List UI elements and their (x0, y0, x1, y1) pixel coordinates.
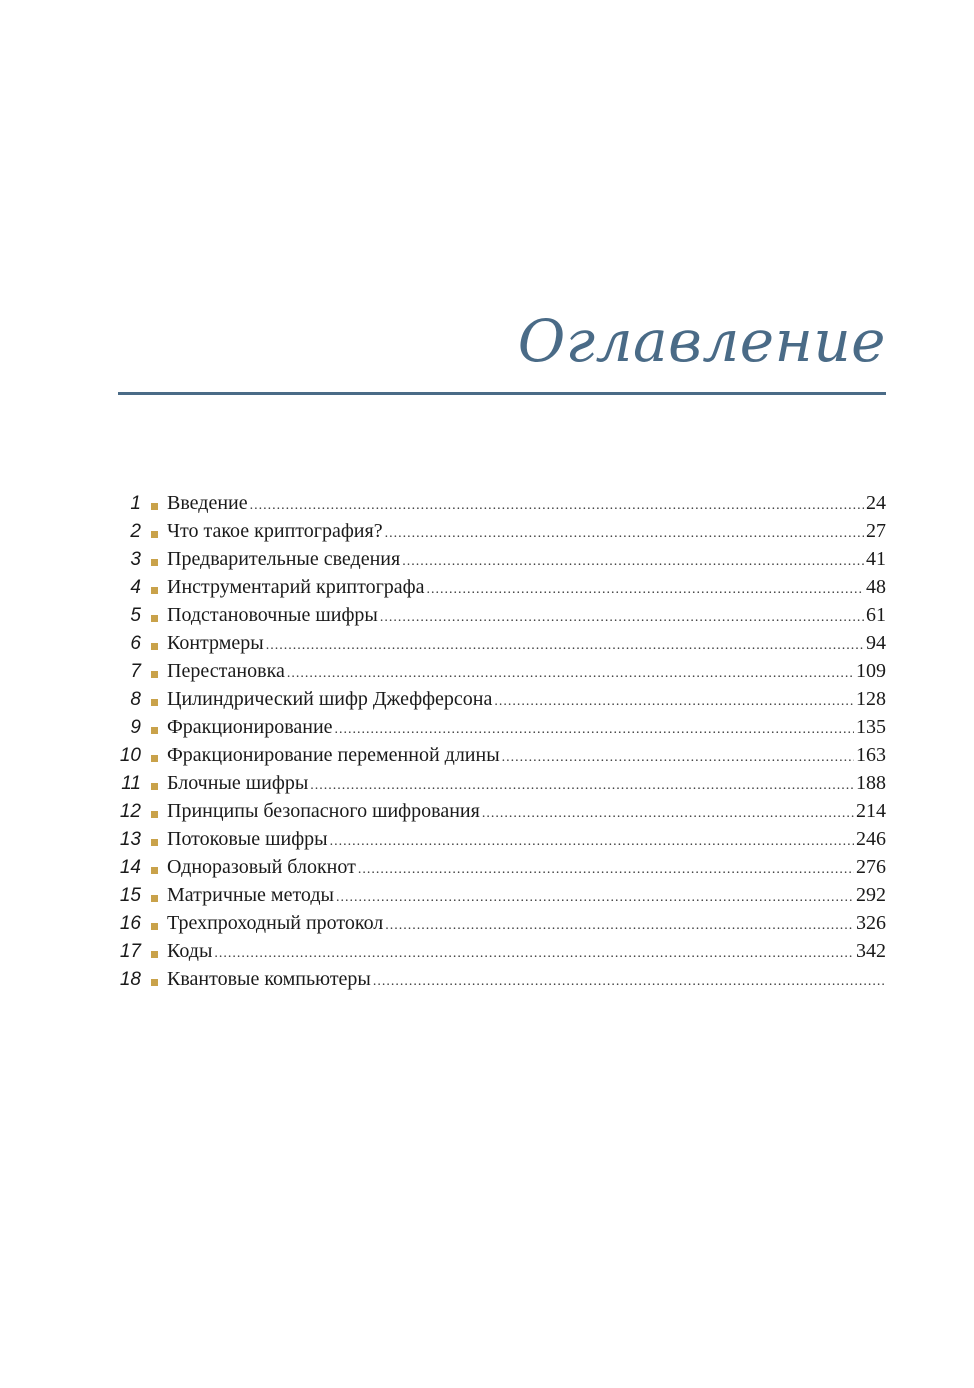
toc-entry[interactable] (112, 744, 886, 772)
chapter-number: 1 (130, 493, 141, 514)
dot-leader (335, 722, 854, 738)
chapter-number: 2 (130, 521, 141, 542)
bullet-icon (141, 531, 167, 538)
dot-leader (385, 526, 864, 542)
page-number: 109 (856, 660, 886, 682)
toc-entry[interactable] (112, 716, 886, 744)
page-number: 188 (856, 772, 886, 794)
chapter-number: 11 (121, 773, 141, 794)
bullet-icon (141, 615, 167, 622)
dot-leader (250, 498, 864, 514)
page-number: 27 (866, 520, 886, 542)
dot-leader (310, 778, 854, 794)
dot-leader (482, 806, 854, 822)
page-number: 24 (866, 492, 886, 514)
bullet-icon (141, 811, 167, 818)
chapter-title: Фракционирование переменной длины (167, 744, 500, 766)
bullet-icon (141, 559, 167, 566)
dot-leader (502, 750, 854, 766)
toc-entry[interactable] (112, 520, 886, 548)
bullet-icon (141, 671, 167, 678)
chapter-number: 8 (130, 689, 141, 710)
dot-leader (427, 582, 865, 598)
page-number: 61 (866, 604, 886, 626)
bullet-icon (141, 503, 167, 510)
page-number: 214 (856, 800, 886, 822)
toc-entry[interactable] (112, 884, 886, 912)
chapter-title: Блочные шифры (167, 772, 309, 794)
chapter-title: Квантовые компьютеры (167, 968, 371, 990)
chapter-title: Фракционирование (167, 716, 333, 738)
chapter-number: 10 (119, 745, 141, 766)
chapter-number: 9 (130, 717, 141, 738)
chapter-number: 17 (119, 941, 141, 962)
chapter-title: Трехпроходный протокол (167, 912, 384, 934)
dot-leader (266, 638, 864, 654)
chapter-number: 3 (130, 549, 141, 570)
chapter-title: Что такое криптография? (167, 520, 383, 542)
bullet-icon (141, 755, 167, 762)
toc-entry[interactable] (112, 632, 886, 660)
chapter-title: Подстановочные шифры (167, 604, 378, 626)
page-number: 342 (856, 940, 886, 962)
page-number: 163 (856, 744, 886, 766)
chapter-number: 12 (119, 801, 141, 822)
chapter-title: Матричные методы (167, 884, 334, 906)
chapter-title: Предварительные сведения (167, 548, 401, 570)
page-number: 48 (866, 576, 886, 598)
chapter-number: 6 (130, 633, 141, 654)
page-title: Оглавление (517, 307, 886, 375)
page-number: 41 (866, 548, 886, 570)
bullet-icon (141, 951, 167, 958)
dot-leader (494, 694, 854, 710)
chapter-title: Коды (167, 940, 213, 962)
toc-entry[interactable] (112, 660, 886, 688)
dot-leader (385, 918, 854, 934)
chapter-title: Цилиндрический шифр Джефферсона (167, 688, 493, 710)
page-number: 292 (856, 884, 886, 906)
dot-leader (214, 946, 854, 962)
toc-entry[interactable] (112, 604, 886, 632)
toc-entry[interactable] (112, 912, 886, 940)
bullet-icon (141, 783, 167, 790)
bullet-icon (141, 699, 167, 706)
chapter-number: 18 (119, 969, 141, 990)
chapter-title: Принципы безопасного шифрования (167, 800, 480, 822)
bullet-icon (141, 839, 167, 846)
chapter-number: 4 (130, 577, 141, 598)
bullet-icon (141, 727, 167, 734)
bullet-icon (141, 587, 167, 594)
dot-leader (287, 666, 854, 682)
chapter-title: Введение (167, 492, 248, 514)
toc-entry[interactable] (112, 576, 886, 604)
chapter-number: 16 (119, 913, 141, 934)
page-number: 128 (856, 688, 886, 710)
page-number: 135 (856, 716, 886, 738)
page-number: 94 (866, 632, 886, 654)
dot-leader (330, 834, 854, 850)
toc-entry[interactable] (112, 688, 886, 716)
toc-entry[interactable] (112, 940, 886, 968)
chapter-number: 5 (130, 605, 141, 626)
page-number: 246 (856, 828, 886, 850)
chapter-title: Инструментарий криптографа (167, 576, 425, 598)
dot-leader (336, 890, 854, 906)
bullet-icon (141, 923, 167, 930)
chapter-number: 14 (119, 857, 141, 878)
chapter-title: Одноразовый блокнот (167, 856, 356, 878)
chapter-number: 15 (119, 885, 141, 906)
dot-leader (358, 862, 854, 878)
toc-entry[interactable] (112, 548, 886, 576)
dot-leader (402, 554, 864, 570)
page-number: 276 (856, 856, 886, 878)
dot-leader (373, 974, 884, 990)
title-divider (118, 392, 886, 395)
toc-entry[interactable] (112, 856, 886, 884)
toc-entry[interactable] (112, 800, 886, 828)
chapter-title: Перестановка (167, 660, 285, 682)
chapter-title: Потоковые шифры (167, 828, 328, 850)
toc-entry[interactable] (112, 968, 886, 996)
dot-leader (380, 610, 864, 626)
table-of-contents (112, 492, 886, 996)
bullet-icon (141, 979, 167, 986)
toc-entry[interactable] (112, 772, 886, 800)
chapter-number: 7 (130, 661, 141, 682)
bullet-icon (141, 895, 167, 902)
page-number: 326 (856, 912, 886, 934)
bullet-icon (141, 643, 167, 650)
chapter-number: 13 (119, 829, 141, 850)
toc-entry[interactable] (112, 828, 886, 856)
toc-entry[interactable] (112, 492, 886, 520)
bullet-icon (141, 867, 167, 874)
chapter-title: Контрмеры (167, 632, 264, 654)
